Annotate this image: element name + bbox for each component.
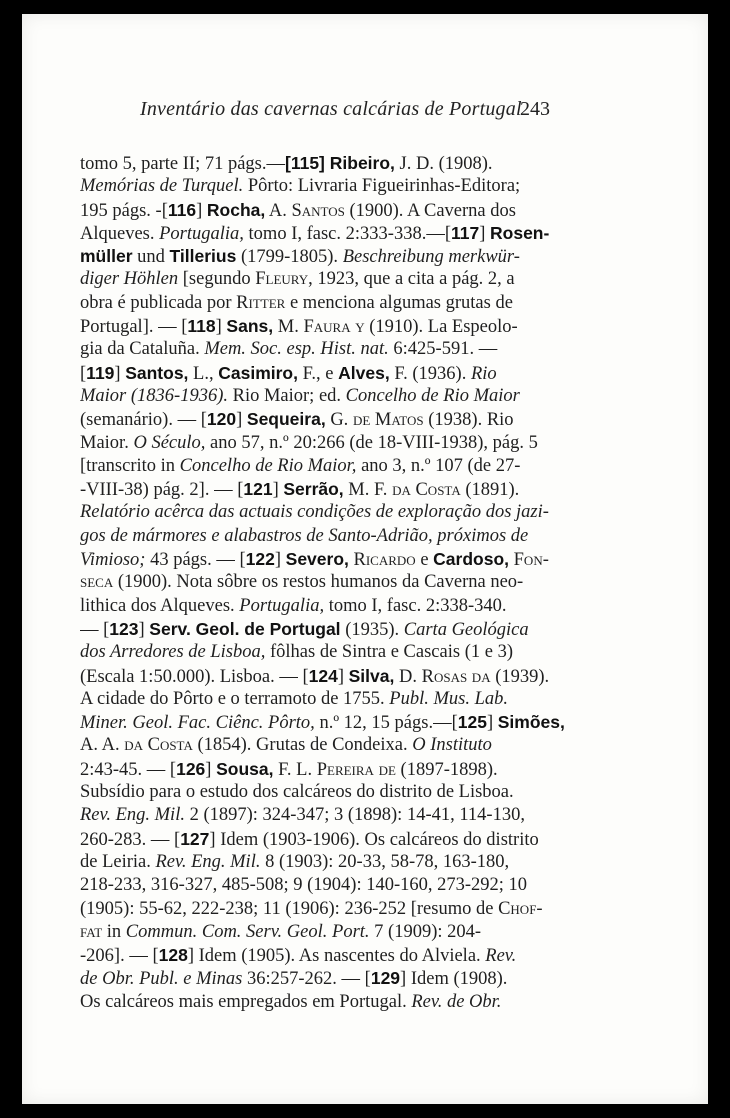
small-caps-name: Fleury (255, 269, 309, 290)
text-segment: ] (272, 480, 284, 501)
text-segment: ] Idem (1905). As nascentes do Alviela. (187, 946, 486, 967)
text-segment: (1854). Grutas de Condeixa. (192, 735, 413, 756)
text-segment: Rio Maior; ed. (227, 385, 346, 406)
text-segment: und (132, 247, 170, 268)
text-segment: F. (1936). (389, 363, 471, 384)
text-line (80, 222, 590, 245)
italic-title-text: Mem. Soc. esp. Hist. nat. (204, 339, 389, 360)
bold-entry-text: 129 (370, 968, 401, 989)
italic-title-text: Rio (470, 363, 497, 384)
bold-entry-text: 116 (167, 199, 197, 220)
text-segment: (1891). (460, 480, 520, 501)
italic-title-text: Concelho de Rio Maior, (179, 455, 357, 476)
small-caps-name: Santos (291, 200, 345, 221)
text-line (80, 921, 590, 944)
text-segment: 6:425-591. — (388, 339, 498, 360)
text-segment: A cidade do Pôrto e o terramoto de 1755. (80, 688, 390, 709)
bold-entry-text: [115] Ribeiro, (285, 153, 395, 173)
bold-entry-text: Tillerius (169, 246, 237, 267)
text-line (80, 338, 590, 361)
text-segment: ] (196, 200, 207, 221)
page-header (22, 98, 708, 128)
bold-entry-text: 127 (180, 828, 210, 849)
text-line (80, 315, 590, 338)
text-segment: tomo 5, parte II; 71 págs.— (80, 154, 285, 174)
bibliography-text (80, 152, 590, 1014)
text-segment: [transcrito in (80, 455, 180, 476)
text-segment: F., e (297, 363, 339, 384)
italic-title-text: Beschreibung merkwür- (342, 247, 520, 268)
text-segment: J. D. (1908). (394, 154, 493, 174)
text-line (80, 711, 590, 734)
text-segment: 195 págs. -[ (80, 200, 168, 221)
text-segment: — [ (80, 619, 110, 640)
text-segment: -206]. — [ (80, 946, 159, 967)
small-caps-name: Fon- (513, 550, 549, 571)
text-segment: lithica dos Alqueves. (80, 595, 240, 616)
text-segment: de Leiria. (80, 851, 156, 872)
text-line (80, 595, 590, 618)
small-caps-name: da Costa (392, 480, 461, 501)
text-segment: (1900). Nota sôbre os restos humanos da Caverna neo- (113, 572, 524, 593)
text-segment: in (102, 921, 126, 942)
italic-title-text: de Obr. Publ. e Minas (80, 969, 243, 990)
italic-title-text: Relatório acêrca das actuais condições de exploração dos jazi- (80, 502, 549, 523)
text-segment: ] (479, 223, 491, 244)
text-segment: [ (80, 363, 87, 384)
text-line (80, 245, 590, 268)
text-segment: -VIII-38) pág. 2]. — [ (80, 480, 244, 501)
bold-entry-text: Sousa, (216, 758, 274, 779)
small-caps-name: Faura y (303, 317, 365, 338)
text-segment: (semanário). — [ (80, 410, 207, 431)
text-segment: e menciona algumas grutas de (285, 292, 513, 313)
text-line (80, 455, 590, 478)
text-line (80, 944, 590, 967)
bold-entry-text: 123 (109, 618, 139, 639)
text-segment: M. (273, 317, 304, 338)
text-segment: ] (486, 713, 498, 734)
small-caps-name: Ricardo (353, 550, 416, 571)
bold-entry-text: Serrão, (283, 479, 344, 500)
text-line (80, 175, 590, 198)
text-segment: ] (274, 550, 286, 571)
italic-title-text: gos de mármores e alabastros de Santo-Adrião, próximos de (80, 525, 529, 546)
small-caps-name: fat (80, 921, 103, 942)
text-line (80, 618, 590, 641)
text-segment: fôlhas de Sintra e Cascais (1 e 3) (265, 642, 513, 663)
text-segment: ano 3, n.º 107 (de 27- (356, 455, 521, 476)
text-segment: 43 págs. — [ (145, 550, 246, 571)
bold-entry-text: Cardoso, (433, 549, 510, 570)
text-segment: ] (114, 363, 126, 384)
text-line (80, 432, 590, 455)
text-segment: F. L. (273, 759, 317, 780)
bold-entry-text: Rocha, (206, 199, 266, 220)
book-page (22, 14, 708, 1104)
text-segment: (1799-1805). (236, 247, 343, 268)
italic-title-text: Rev. de Obr. (411, 991, 502, 1012)
small-caps-name: Rosas da (421, 666, 491, 687)
bold-entry-text: Sans, (226, 316, 274, 337)
text-segment: ] Idem (1908). (400, 969, 508, 990)
text-segment: gia da Cataluña. (80, 339, 205, 360)
text-line (80, 758, 590, 781)
text-segment: ano 57, n.º 20:266 (de 18-VIII-1938), pág. 5 (205, 432, 538, 453)
text-line (80, 734, 590, 757)
text-segment: (1910). La Espeolo- (364, 317, 518, 338)
small-caps-name: Pereira de (316, 759, 396, 780)
text-segment: ] Idem (1903-1906). Os calcáreos do distrito (209, 829, 539, 850)
text-segment: A. A. (80, 735, 125, 756)
text-line (80, 548, 590, 571)
italic-title-text: O Século, (133, 432, 206, 453)
text-segment: 218-233, 316-327, 485-508; 9 (1904): 140-160, 273-292; 10 (80, 875, 528, 896)
bold-entry-text: Serv. Geol. de Portugal (149, 618, 341, 639)
bold-entry-text: Sequeira, (246, 409, 326, 430)
text-segment: 36:257-262. — [ (242, 969, 371, 990)
small-caps-name: de Matos (352, 410, 424, 431)
text-segment: n.º 12, 15 págs.—[ (314, 713, 458, 734)
text-segment: (1938). Rio (423, 410, 514, 431)
text-segment: 2:43-45. — [ (80, 759, 177, 780)
bold-entry-text: 128 (158, 945, 188, 966)
text-line (80, 641, 590, 664)
italic-title-text: Memórias de Turquel. (80, 176, 244, 197)
italic-title-text: Portugalia, (239, 595, 325, 616)
bold-entry-text: 118 (187, 316, 216, 337)
italic-title-text: diger Höhlen (80, 269, 179, 290)
text-segment: tomo I, fasc. 2:333-338.—[ (243, 223, 451, 244)
bold-entry-text: müller (80, 246, 133, 267)
text-segment: Maior. (80, 432, 134, 453)
text-segment: , 1923, que a cita a pág. 2, a (308, 269, 515, 290)
text-segment: Subsídio para o estudo dos calcáreos do distrito de Lisboa. (80, 782, 514, 803)
text-line (80, 571, 590, 594)
bold-entry-text: Alves, (338, 362, 390, 383)
text-line (80, 851, 590, 874)
text-line (80, 967, 590, 990)
italic-title-text: Portugalia, (159, 223, 244, 244)
text-segment: Alqueves. (80, 223, 160, 244)
text-line (80, 152, 590, 175)
italic-title-text: O Instituto (412, 735, 492, 756)
text-line (80, 268, 590, 291)
small-caps-name: seca (80, 572, 114, 593)
text-segment: tomo I, fasc. 2:338-340. (324, 595, 507, 616)
text-line (80, 385, 590, 408)
text-segment: [segundo (178, 269, 256, 290)
text-segment: (1905): 55-62, 222-238; 11 (1906): 236-252 [resumo de (80, 898, 499, 919)
italic-title-text: Rev. Eng. Mil. (155, 851, 261, 872)
italic-title-text: Commun. Com. Serv. Geol. Port. (125, 921, 370, 942)
text-line (80, 525, 590, 548)
small-caps-name: Ritter (236, 292, 286, 313)
text-segment: 7 (1909): 204- (369, 921, 482, 942)
bold-entry-text: 120 (206, 409, 237, 430)
text-segment: A. (265, 200, 292, 221)
bold-entry-text: 126 (176, 758, 206, 779)
text-segment: ] (215, 317, 227, 338)
text-line (80, 362, 590, 385)
italic-title-text: Carta Geológica (403, 619, 529, 640)
text-line (80, 408, 590, 431)
text-segment: G. (325, 410, 353, 431)
bold-entry-text: Simões, (497, 712, 565, 733)
text-line (80, 501, 590, 524)
page-number: 243 (520, 98, 550, 120)
text-segment: L., (188, 363, 219, 384)
bold-entry-text: 119 (86, 362, 115, 383)
italic-title-text: Vimioso; (80, 550, 146, 571)
bold-entry-text: 121 (243, 479, 273, 500)
text-line (80, 874, 590, 897)
bold-entry-text: 122 (245, 549, 275, 570)
bold-entry-text: 117 (450, 222, 480, 243)
text-segment: 8 (1903): 20-33, 58-78, 163-180, (260, 851, 510, 872)
text-segment: (1897-1898). (395, 759, 498, 780)
running-title: Inventário das cavernas calcárias de Portugal (140, 98, 522, 120)
bold-entry-text: Silva, (348, 665, 395, 686)
text-segment: (1939). (490, 666, 550, 687)
bold-entry-text: Severo, (285, 549, 349, 570)
italic-title-text: Rev. Eng. Mil. (80, 805, 185, 826)
text-line (80, 804, 590, 827)
text-segment: Pôrto: Livraria Figueirinhas-Editora; (243, 176, 521, 197)
text-segment: ] (138, 619, 150, 640)
text-segment: Os calcáreos mais empregados em Portugal. (80, 991, 412, 1012)
bold-entry-text: Rosen- (490, 222, 550, 243)
bold-entry-text: 124 (308, 665, 338, 686)
text-line (80, 991, 590, 1014)
italic-title-text: Miner. Geol. Fac. Ciênc. Pôrto, (80, 713, 315, 734)
text-line (80, 898, 590, 921)
text-segment: 260-283. — [ (80, 829, 181, 850)
text-segment: ] (337, 666, 349, 687)
text-line (80, 199, 590, 222)
text-segment: e (415, 550, 434, 571)
text-line (80, 828, 590, 851)
text-segment: M. F. (343, 480, 393, 501)
text-segment: Portugal]. — [ (80, 317, 188, 338)
text-segment: D. (394, 666, 422, 687)
text-line (80, 688, 590, 711)
italic-title-text: Concelho de Rio Maior (345, 385, 520, 406)
text-segment: ] (205, 759, 217, 780)
text-line (80, 665, 590, 688)
text-segment: (1900). A Caverna dos (344, 200, 516, 221)
bold-entry-text: Casimiro, (218, 362, 298, 383)
text-segment: ] (236, 410, 247, 431)
italic-title-text: dos Arredores de Lisboa, (80, 642, 266, 663)
small-caps-name: da Costa (124, 735, 193, 756)
text-segment: (Escala 1:50.000). Lisboa. — [ (80, 666, 309, 687)
text-segment: 2 (1897): 324-347; 3 (1898): 14-41, 114-130, (184, 805, 525, 826)
italic-title-text: Rev. (485, 946, 517, 967)
text-line (80, 292, 590, 315)
text-segment: obra é publicada por (80, 292, 237, 313)
text-segment: (1935). (340, 619, 404, 640)
italic-title-text: Maior (1836-1936). (80, 385, 228, 406)
text-line (80, 781, 590, 804)
text-line (80, 478, 590, 501)
italic-title-text: Publ. Mus. Lab. (389, 688, 509, 709)
small-caps-name: Chof- (498, 898, 543, 919)
bold-entry-text: Santos, (125, 362, 189, 383)
bold-entry-text: 125 (457, 712, 487, 733)
